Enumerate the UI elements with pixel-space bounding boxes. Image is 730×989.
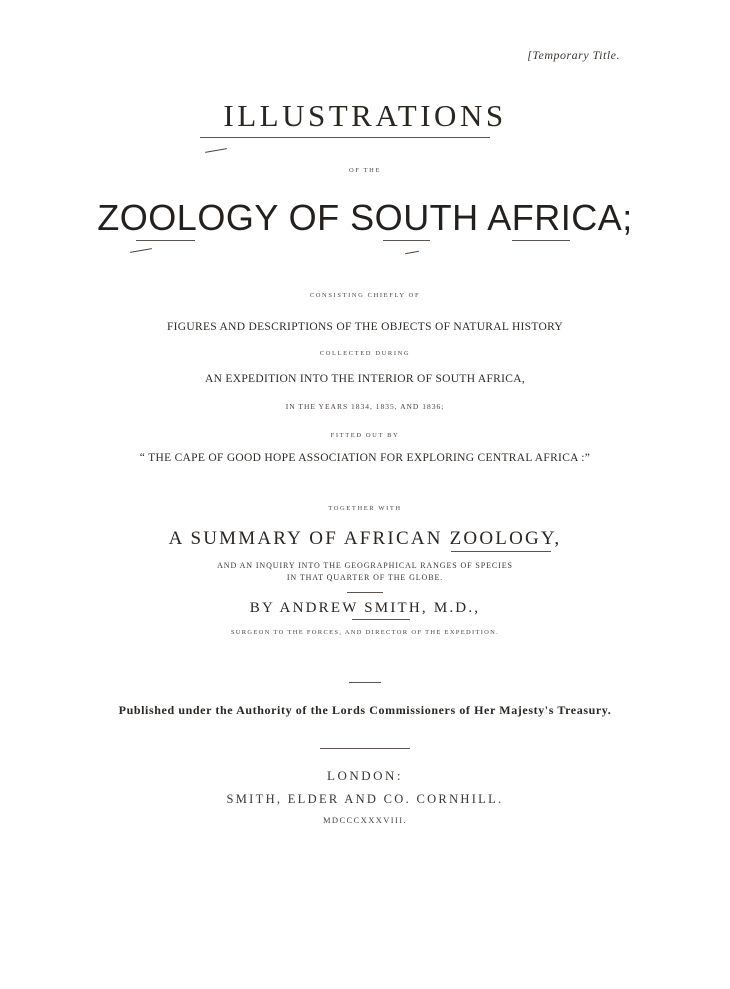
subject-underline bbox=[383, 240, 430, 241]
figures-line: FIGURES AND DESCRIPTIONS OF THE OBJECTS OF NATURAL HISTORY bbox=[166, 321, 564, 333]
consisting-line: CONSISTING CHIEFLY OF bbox=[309, 292, 421, 299]
pen-mark bbox=[405, 251, 419, 254]
subject-underline bbox=[512, 240, 570, 241]
imprint-publisher: SMITH, ELDER AND CO. CORNHILL. bbox=[226, 792, 504, 806]
temporary-title-note: [Temporary Title. bbox=[527, 48, 620, 62]
divider bbox=[347, 592, 383, 593]
subject-title: ZOOLOGY OF SOUTH AFRICA; bbox=[97, 197, 633, 238]
inquiry-line: IN THAT QUARTER OF THE GLOBE. bbox=[286, 573, 444, 582]
association-line: “ THE CAPE OF GOOD HOPE ASSOCIATION FOR EXPLORING CENTRAL AFRICA :” bbox=[139, 452, 591, 464]
imprint-place: LONDON: bbox=[327, 768, 403, 783]
author-line: BY ANDREW SMITH, M.D., bbox=[249, 600, 481, 616]
main-title: ILLUSTRATIONS bbox=[223, 98, 507, 133]
publication-authority: Published under the Authority of the Lords Commissioners of Her Majesty's Treasury. bbox=[118, 703, 612, 717]
title-underline bbox=[200, 137, 490, 138]
inquiry-line: AND AN INQUIRY INTO THE GEOGRAPHICAL RANGES OF SPECIES bbox=[217, 561, 513, 570]
subject-underline bbox=[136, 240, 195, 241]
expedition-line: AN EXPEDITION INTO THE INTERIOR OF SOUTH AFRICA, bbox=[205, 373, 525, 385]
years-line: IN THE YEARS 1834, 1835, AND 1836; bbox=[285, 402, 445, 411]
collected-line: COLLECTED DURING bbox=[319, 350, 411, 357]
of-the-connector: OF THE bbox=[348, 167, 382, 174]
pen-mark bbox=[130, 248, 152, 253]
divider bbox=[349, 682, 381, 683]
together-line: TOGETHER WITH bbox=[328, 505, 402, 512]
author-underline bbox=[352, 619, 410, 620]
author-role: SURGEON TO THE FORCES, AND DIRECTOR OF THE EXPEDITION. bbox=[230, 629, 500, 636]
imprint-year: MDCCCXXXVIII. bbox=[322, 815, 408, 825]
divider bbox=[320, 748, 410, 749]
summary-line: A SUMMARY OF AFRICAN ZOOLOGY, bbox=[168, 528, 562, 549]
pen-mark bbox=[205, 148, 227, 153]
fitted-line: FITTED OUT BY bbox=[330, 432, 400, 439]
summary-underline bbox=[451, 551, 551, 552]
